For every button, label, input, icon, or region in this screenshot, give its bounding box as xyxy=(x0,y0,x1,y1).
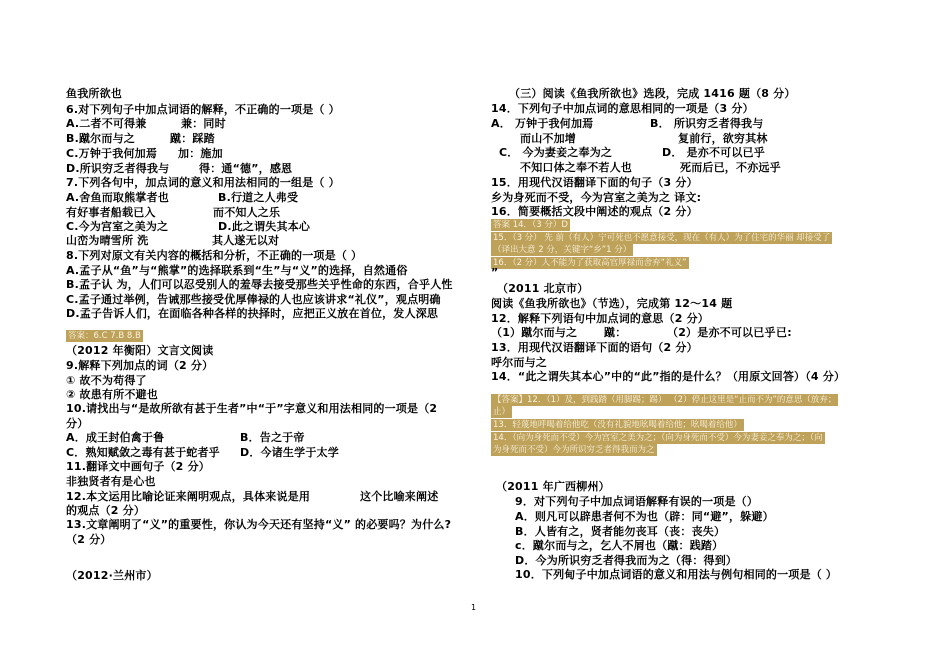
option-text: D．今诸生学于太学 xyxy=(240,446,339,459)
option-text: B.行道之人弗受 xyxy=(218,191,299,204)
option-text: 死而后已，不亦远乎 xyxy=(680,161,781,174)
option-line xyxy=(66,431,305,445)
option-text: D.所识穷乏者得我与 xyxy=(66,162,170,175)
option-line xyxy=(520,132,768,146)
section-heading: （2011 年广西柳州） xyxy=(496,480,610,493)
answer-highlight: 【答案】12．（1）及，到践踏（用脚踢；踢） （2）停止这里是“止而不为”的意思（放弃； xyxy=(493,395,837,405)
option-line xyxy=(66,117,226,131)
question-9: 9.解释下列加点的词（2 分） xyxy=(66,359,214,372)
option-line xyxy=(66,446,339,460)
question-12: 12．解释下列语句中加点词的意思（2 分） xyxy=(491,312,709,325)
answer-highlight: 为身死而不受）今为所识穷乏者得我而为之 xyxy=(493,445,655,455)
option-line xyxy=(66,147,223,161)
question-8: 8.下列对原文有关内容的概括和分析，不正确的一项是（ ） xyxy=(66,249,363,262)
option-text: C.万钟于我何加焉 xyxy=(66,147,158,160)
option-text: B．告之于帝 xyxy=(240,431,305,444)
answer-highlight: 止） xyxy=(493,407,511,417)
option-text: 而不知人之乐 xyxy=(213,206,281,219)
sentence: 呼尔而与之 xyxy=(491,356,547,369)
option-text: A.舍鱼而取熊掌者也 xyxy=(66,191,169,204)
section-heading: （三）阅读《鱼我所欲也》选段，完成 1416 题（8 分） xyxy=(509,87,796,100)
question-13-cont: （2 分） xyxy=(66,533,112,546)
answer-highlight: 16．（2 分）人不能为了获取高官厚禄而舍弃“礼义” xyxy=(493,258,687,268)
option-line xyxy=(66,162,292,176)
option-text: D.此之谓失其本心 xyxy=(218,220,311,233)
stray-quote: ” xyxy=(491,266,499,279)
answer-highlight: 答案：6.C 7.B 8.B xyxy=(68,331,141,341)
option-text: A． 万钟于我何加焉 xyxy=(491,117,594,130)
option-text: C.今为宫室之美为之 xyxy=(66,220,169,233)
option-d: D.孟子告诉人们，在面临各种各样的抉择时，应把正义放在首位，发人深思 xyxy=(66,307,439,320)
option-line xyxy=(499,146,765,160)
question-text: 12.本文运用比喻论证来阐明观点，具体来说是用 xyxy=(66,490,311,503)
option-line xyxy=(66,234,279,248)
question-13: 13．用现代汉语翻译下面的语句（2 分） xyxy=(491,341,698,354)
question-15: 15．用现代汉语翻译下面的句子（3 分） xyxy=(491,176,698,189)
option-a: A.孟子从“鱼”与“熊掌”的选择联系到“生”与“义”的选择，自然通俗 xyxy=(66,264,408,277)
option-gloss: 得：通“德”，感恩 xyxy=(199,162,293,175)
sub-item: （1）蹴尔而与之 xyxy=(491,326,578,339)
option-text: 有好事者船载已入 xyxy=(66,206,156,219)
sentence: 非独贤者有是心也 xyxy=(66,475,156,488)
option-line xyxy=(66,191,298,205)
option-text: B.蹴尔而与之 xyxy=(66,132,135,145)
option-b: B.孟子认 为，人们可以忍受别人的羞辱去接受那些关乎性命的东西，合乎人性 xyxy=(66,278,453,291)
question-text: 这个比喻来阐述 xyxy=(360,490,439,503)
answer-highlight: 13．轻蔑地呼喝着给他吃（没有礼貌地吆喝着给他；吆喝着给他） xyxy=(493,420,742,430)
question-11: 11.翻译文中画句子（2 分） xyxy=(66,460,210,473)
answer-highlight: 答案 14．（3 分）D xyxy=(493,220,568,230)
option-d: D．今为所识穷乏者得我而为之（得：得到） xyxy=(515,554,738,567)
option-a: A．则凡可以辟患者何不为也（辟：同“避”，躲避） xyxy=(515,510,774,523)
question-6: 6.对下列句子中加点词语的解释，不正确的一项是（ ） xyxy=(66,103,340,116)
question-10: 10.请找出与“是故所欲有甚于生者”中“于”字意义和用法相同的一项是（2 xyxy=(66,402,438,415)
option-gloss: 蹴：踩踏 xyxy=(170,132,215,145)
option-line xyxy=(520,161,781,175)
option-text: 不知口体之奉不若人也 xyxy=(520,161,632,174)
question-9: 9．对下列句子中加点词语解释有误的一项是（） xyxy=(515,495,759,508)
question-16: 16．简要概括文段中阐述的观点（2 分） xyxy=(491,205,698,218)
section-title: 鱼我所欲也 xyxy=(66,87,122,100)
sentence: 乡为身死而不受，今为宫室之美为之 译文: xyxy=(491,191,702,204)
option-text: D． 是亦不可以已乎 xyxy=(662,146,765,159)
page-number: 1 xyxy=(471,603,477,612)
option-text: 山峦为晴雪所 洗 xyxy=(66,234,149,247)
sub-item: ② 故患有所不避也 xyxy=(66,388,158,401)
option-text: 而山不加增 xyxy=(520,132,576,145)
option-text: 复前行，欲穷其林 xyxy=(678,132,768,145)
option-c: C.孟子通过举例，告诫那些接受优厚俸禄的人也应该讲求“礼仪”，观点明确 xyxy=(66,293,441,306)
option-line xyxy=(66,132,215,146)
option-gloss: 兼：同时 xyxy=(181,117,226,130)
question-7: 7.下列各句中，加点词的意义和用法相同的一组是（ ） xyxy=(66,176,340,189)
option-text: C．熟知赋敛之毒有甚于蛇者乎 xyxy=(66,446,220,459)
option-b: B．人皆有之，贤者能勿丧耳（丧：丧失） xyxy=(515,525,726,538)
answer-highlight: 15．（3 分） 先 前（有人）宁可死也不愿意接受，现在（有人）为了住宅的华丽 却接受了 xyxy=(493,233,831,243)
question-14: 14．“此之谓失其本心”中的“此”指的是什么？（用原文回答）（4 分） xyxy=(491,370,846,383)
option-c: c．蹴尔而与之，乞人不屑也（蹴：践踏） xyxy=(515,539,724,552)
question-13: 13.文章阐明了“义”的重要性，你认为今天还有坚持“义” 的必要吗？为什么? xyxy=(66,518,452,531)
option-text: A．成王封伯禽于鲁 xyxy=(66,431,165,444)
answer-highlight: 14．（向为身死而不受）今为宫室之美为之；（向为身死而不受）今为妻妾之奉为之；（向 xyxy=(493,433,823,443)
question-12 xyxy=(66,490,438,504)
option-text: C． 今为妻妾之奉为之 xyxy=(499,146,613,159)
option-text: 其人遂无以对 xyxy=(212,234,280,247)
sub-item: （2）是亦不可以已乎 xyxy=(667,326,776,339)
section-heading: （2011 北京市） xyxy=(497,282,589,295)
question-14: 14．下列句子中加点词的意思相同的一项是（3 分） xyxy=(491,102,754,115)
sub-items xyxy=(491,326,792,340)
question-10-cont: 分） xyxy=(66,417,89,430)
gloss-label: 已: xyxy=(776,326,792,339)
option-gloss: 加：施加 xyxy=(178,147,223,160)
option-line xyxy=(491,117,763,131)
answer-highlight: （译出大意 2 分，关键字“乡”1 分） xyxy=(493,245,632,255)
section-heading: （2012·兰州市） xyxy=(66,569,158,582)
gloss-label: 蹴： xyxy=(604,326,627,339)
section-heading: （2012 年衡阳）文言文阅读 xyxy=(66,344,214,357)
sub-item: ① 故不为苟得了 xyxy=(66,374,147,387)
instruction: 阅读《鱼我所欲也》（节选），完成第 12～14 题 xyxy=(491,297,733,310)
question-10: 10．下列甸子中加点词语的意义和用法与例句相同的一项是（ ） xyxy=(515,568,838,581)
option-line xyxy=(66,220,310,234)
option-text: A.二者不可得兼 xyxy=(66,117,147,130)
option-line xyxy=(66,206,280,220)
question-12-cont: 的观点（2 分） xyxy=(66,504,146,517)
option-text: B． 所识穷乏者得我与 xyxy=(650,117,764,130)
